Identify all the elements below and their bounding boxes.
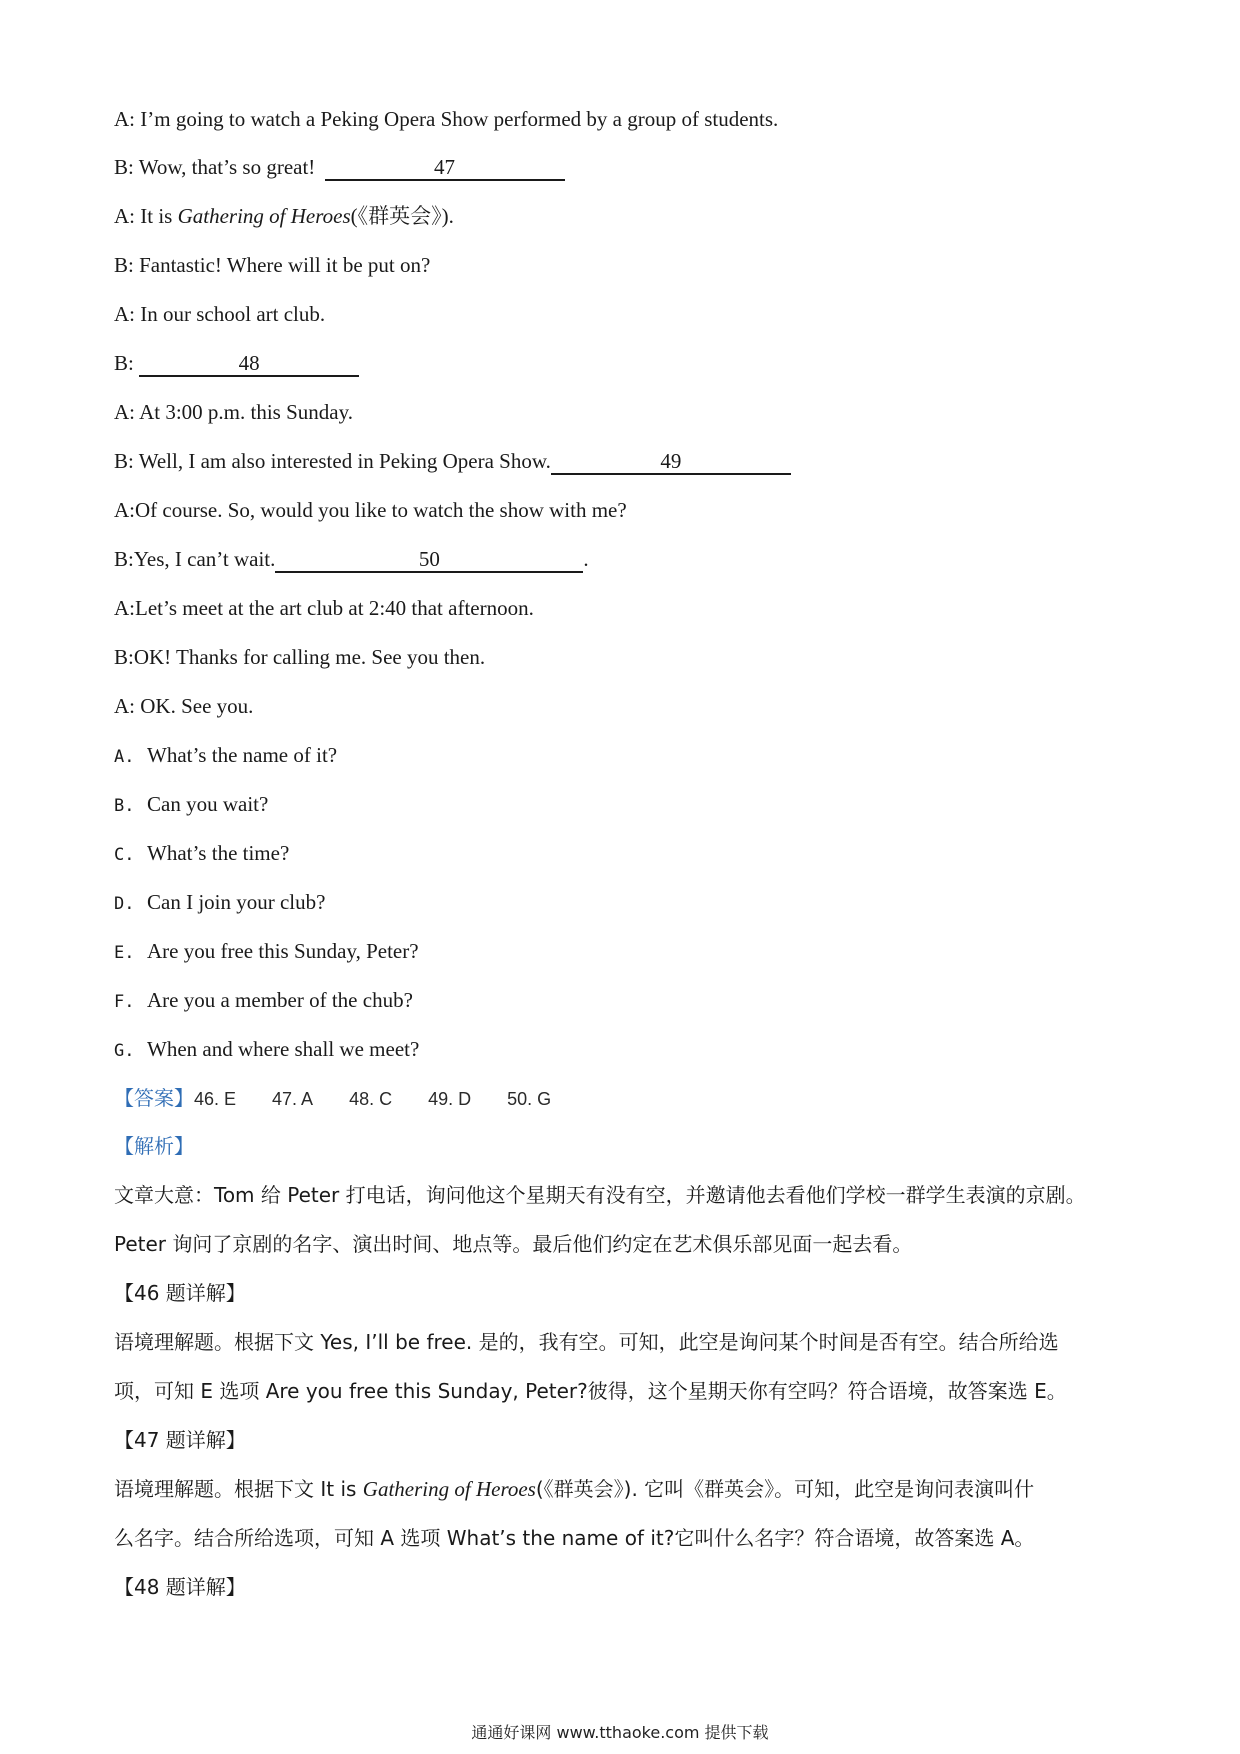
dialogue-line	[114, 153, 565, 181]
option-c	[114, 839, 289, 869]
answer-blank-49[interactable]: 49	[551, 449, 791, 475]
option-text: Are you a member of the chub?	[147, 988, 413, 1012]
q47-explanation	[114, 1475, 1034, 1503]
dialogue-text: (《群英会》).	[350, 204, 454, 228]
option-e	[114, 937, 419, 967]
answer-item: 49. D	[428, 1089, 472, 1109]
option-text: What’s the name of it?	[147, 743, 338, 767]
option-a	[114, 741, 337, 771]
dialogue-line	[114, 349, 359, 377]
dialogue-line: A:Of course. So, would you like to watch the show with me?	[114, 498, 627, 522]
title-italic: Gathering of Heroes	[362, 1477, 536, 1501]
option-g	[114, 1035, 419, 1065]
title-italic: Gathering of Heroes	[177, 204, 351, 228]
dialogue-line: A: In our school art club.	[114, 302, 326, 326]
answer-item: 48. C	[349, 1089, 393, 1109]
q46-explanation: 语境理解题。根据下文 Yes, I’ll be free. 是的，我有空。可知，此空是询问某个时间是否有空。结合所给选	[114, 1330, 1059, 1354]
answer-blank-50[interactable]: 50	[275, 547, 583, 573]
dialogue-line: B:OK! Thanks for calling me. See you then.	[114, 645, 486, 669]
answer-blank-48[interactable]: 48	[139, 351, 359, 377]
option-text: What’s the time?	[147, 841, 290, 865]
q46-heading: 【46 题详解】	[114, 1281, 246, 1305]
option-letter: D.	[114, 894, 135, 914]
summary-line: 文章大意：Tom 给 Peter 打电话，询问他这个星期天有没有空，并邀请他去看他们学校一群学生表演的京剧。	[114, 1183, 1086, 1207]
q48-heading: 【48 题详解】	[114, 1575, 246, 1599]
option-text: Are you free this Sunday, Peter?	[147, 939, 419, 963]
answer-tag: 【答案】	[114, 1086, 194, 1110]
summary-line: Peter 询问了京剧的名字、演出时间、地点等。最后他们约定在艺术俱乐部见面一起去看。	[114, 1232, 913, 1256]
q47-explanation: 么名字。结合所给选项，可知 A 选项 What’s the name of it?它叫什么名字？符合语境，故答案选 A。	[114, 1526, 1035, 1550]
q46-explanation: 项，可知 E 选项 Are you free this Sunday, Peter?彼得，这个星期天你有空吗？符合语境，故答案选 E。	[114, 1379, 1067, 1403]
q47-text: (《群英会》). 它叫《群英会》。可知，此空是询问表演叫什	[535, 1477, 1035, 1501]
dialogue-line	[114, 447, 791, 475]
option-letter: B.	[114, 796, 135, 816]
dialogue-line: A: OK. See you.	[114, 694, 254, 718]
dialogue-line: A: At 3:00 p.m. this Sunday.	[114, 400, 353, 424]
option-letter: E.	[114, 943, 135, 963]
option-d	[114, 888, 325, 918]
dialogue-text: .	[583, 547, 589, 571]
dialogue-text: B:	[114, 351, 134, 375]
option-letter: G.	[114, 1041, 135, 1061]
dialogue-line: A: I’m going to watch a Peking Opera Show performed by a group of students.	[114, 107, 779, 131]
answer-key	[114, 1084, 587, 1113]
dialogue-text: B: Wow, that’s so great!	[114, 155, 316, 179]
answer-item: 50. G	[507, 1089, 552, 1109]
q47-text: 语境理解题。根据下文 It is	[114, 1477, 363, 1501]
q47-heading: 【47 题详解】	[114, 1428, 246, 1452]
option-text: When and where shall we meet?	[147, 1037, 420, 1061]
answer-item: 46. E	[194, 1089, 237, 1109]
answer-blank-47[interactable]: 47	[325, 155, 565, 181]
option-letter: A.	[114, 747, 135, 767]
dialogue-text: B: Well, I am also interested in Peking Opera Show.	[114, 449, 551, 473]
analysis-tag: 【解析】	[114, 1134, 194, 1158]
dialogue-text: A: It is	[114, 204, 178, 228]
option-text: Can you wait?	[147, 792, 269, 816]
option-text: Can I join your club?	[147, 890, 326, 914]
dialogue-text: B:Yes, I can’t wait.	[114, 547, 276, 571]
option-letter: F.	[114, 992, 135, 1012]
option-letter: C.	[114, 845, 135, 865]
option-b	[114, 790, 268, 820]
dialogue-line	[114, 202, 454, 230]
option-f	[114, 986, 413, 1016]
answer-item: 47. A	[272, 1089, 314, 1109]
dialogue-line	[114, 545, 589, 573]
page-footer: 通通好课网 www.tthaoke.com 提供下载	[471, 1723, 769, 1742]
dialogue-line: B: Fantastic! Where will it be put on?	[114, 253, 431, 277]
dialogue-line: A:Let’s meet at the art club at 2:40 that afternoon.	[114, 596, 534, 620]
